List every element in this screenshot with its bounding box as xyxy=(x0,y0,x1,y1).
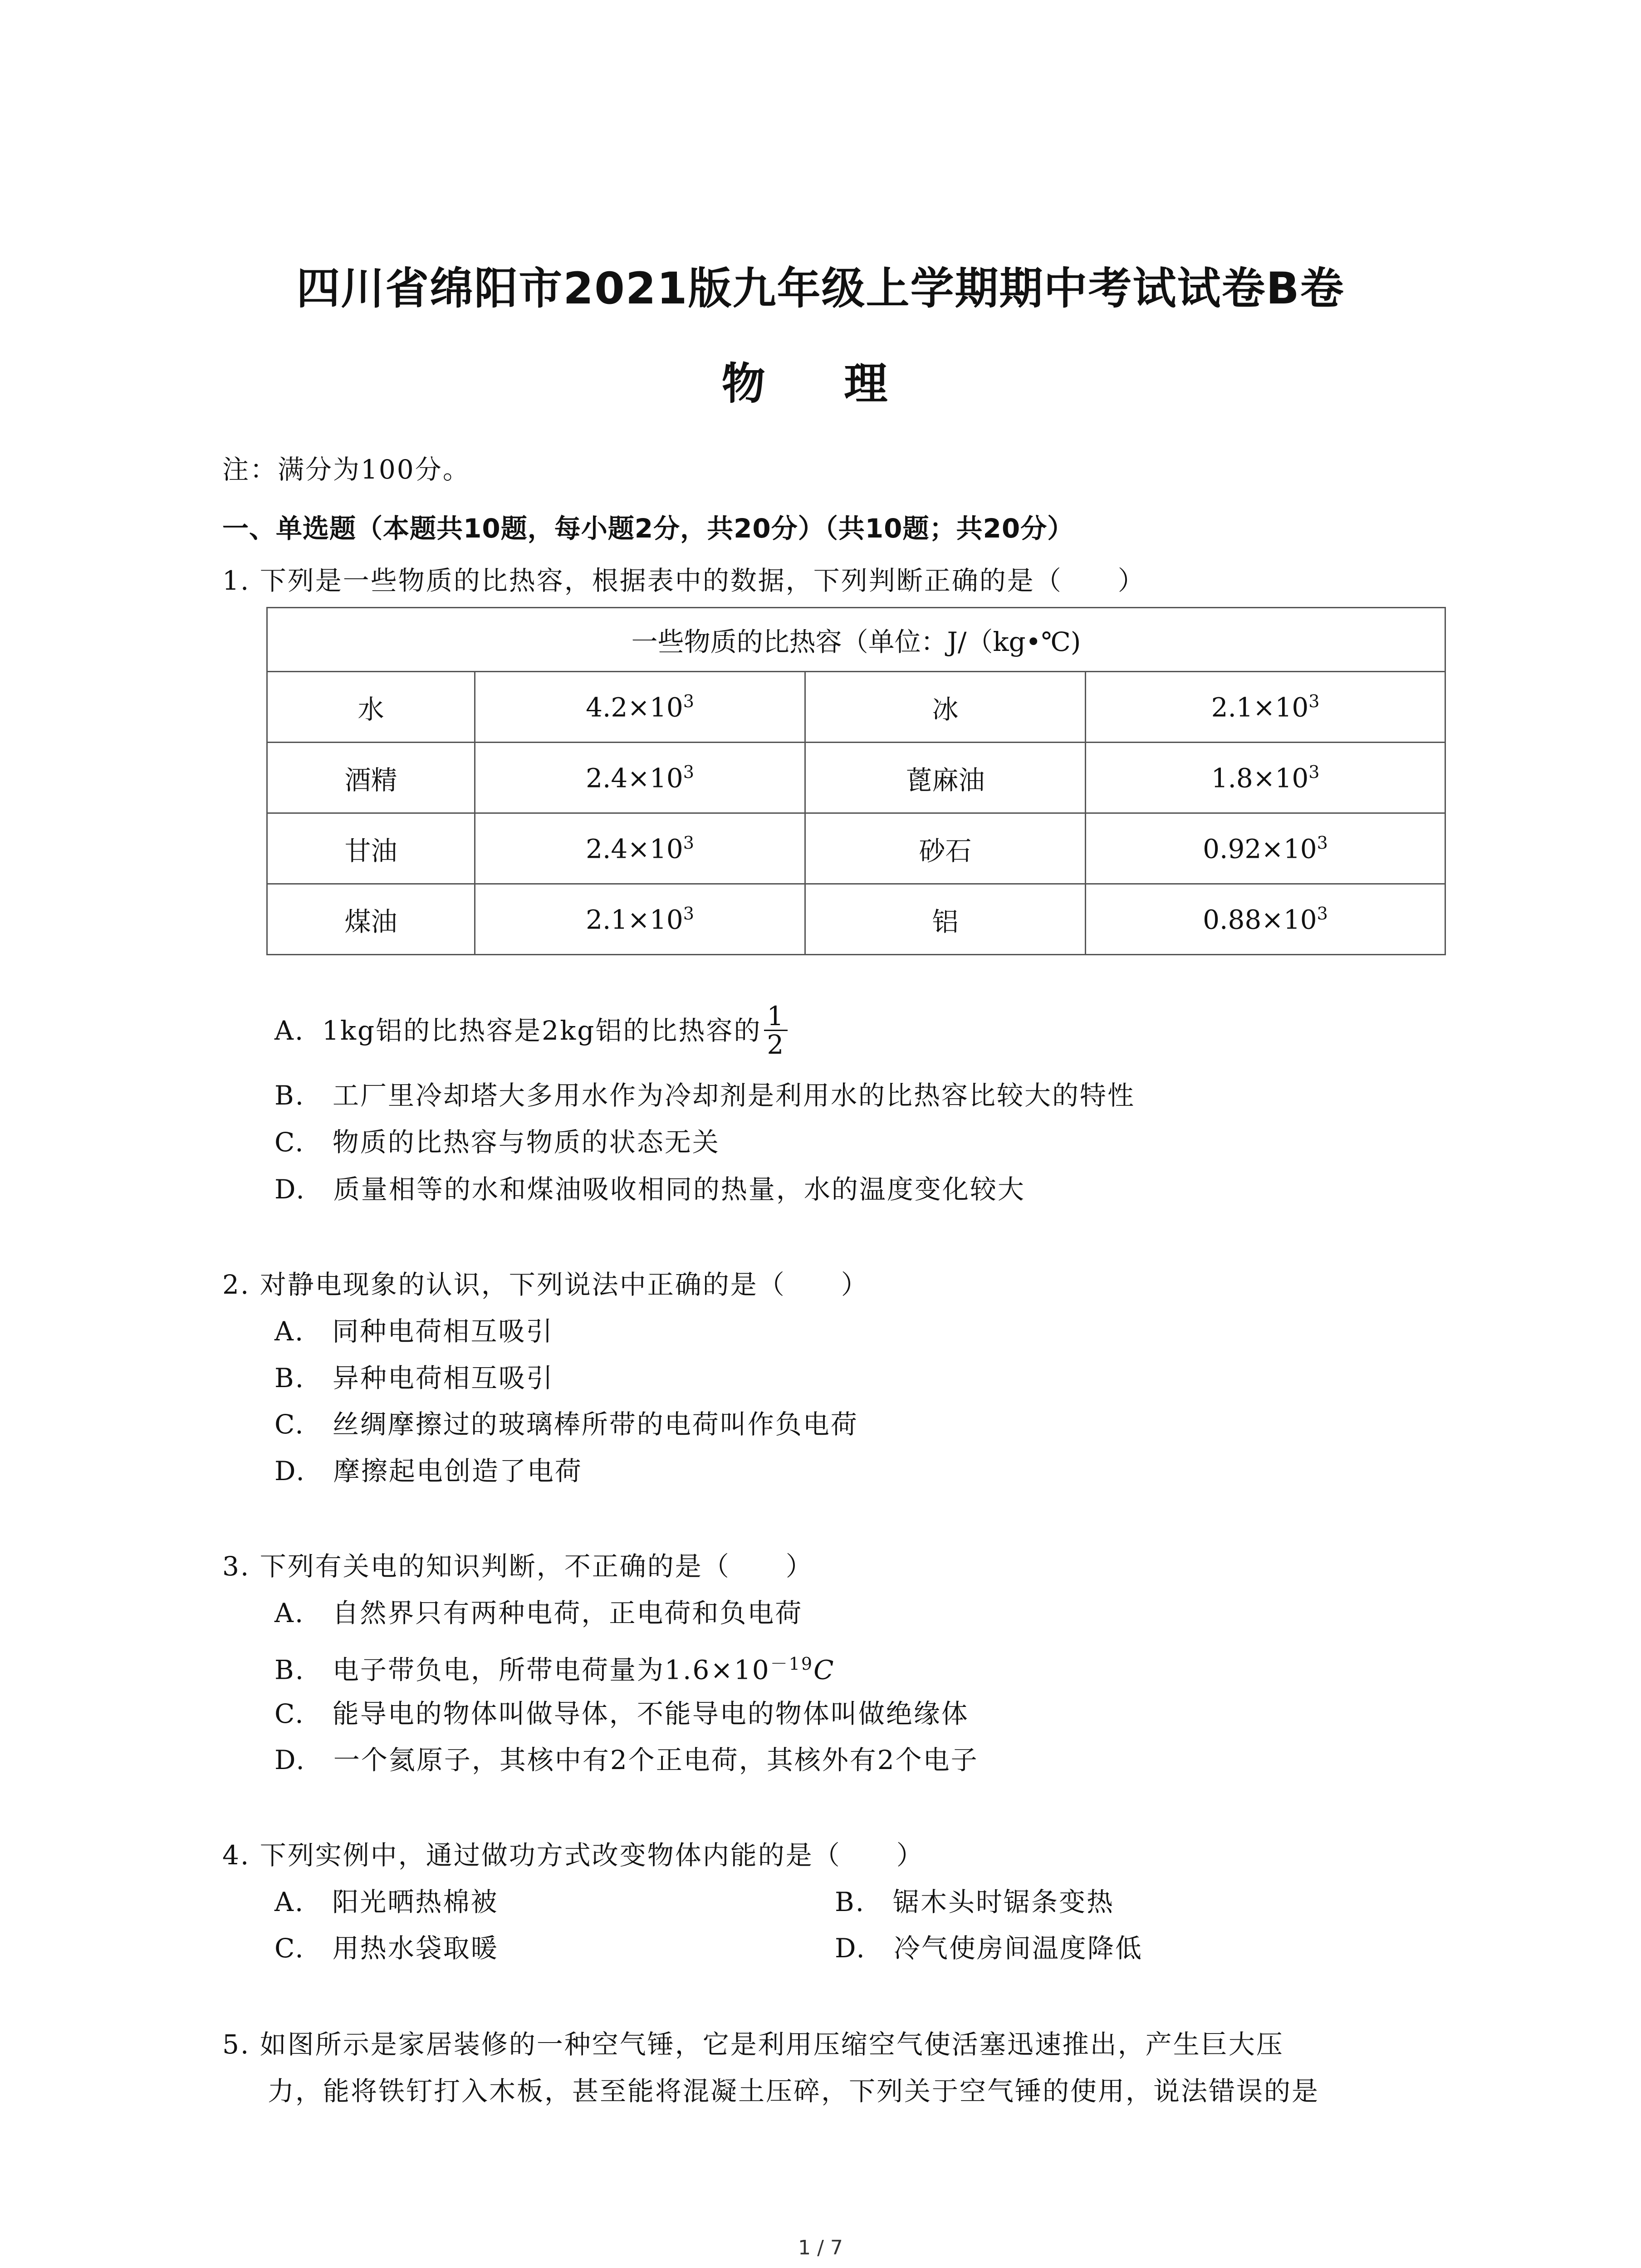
question-4-option-c: C. 用热水袋取暖 xyxy=(274,1933,499,1964)
specific-heat-table xyxy=(266,607,1446,955)
table-caption-text: 一些物质的比热容（单位：J/（kg•℃) xyxy=(631,626,1081,657)
table-cell-value xyxy=(475,813,805,884)
table-cell-substance: 水 xyxy=(267,672,475,743)
unit: C xyxy=(813,1654,835,1686)
table-cell-substance: 酒精 xyxy=(267,743,475,813)
value-exp: 3 xyxy=(683,691,694,711)
value-exp: 3 xyxy=(1317,903,1328,924)
question-3-stem: 3. 下列有关电的知识判断，不正确的是（ ） xyxy=(222,1551,813,1582)
question-4-option-d: D. 冷气使房间温度降低 xyxy=(835,1933,1143,1964)
value-text: 2.1×10 xyxy=(1211,692,1309,723)
value-text: 2.1×10 xyxy=(586,904,683,935)
table-cell-substance: 铝 xyxy=(805,884,1086,955)
question-3-option-b xyxy=(274,1648,835,1686)
value-text: 2.4×10 xyxy=(586,763,683,794)
question-3-option-c: C. 能导电的物体叫做导体，不能导电的物体叫做绝缘体 xyxy=(274,1698,969,1729)
question-2-option-d: D. 摩擦起电创造了电荷 xyxy=(274,1456,583,1486)
question-3-option-d: D. 一个氦原子，其核中有2个正电荷，其核外有2个电子 xyxy=(274,1745,979,1775)
table-cell-value xyxy=(1086,813,1445,884)
question-5-line-1: 5. 如图所示是家居装修的一种空气锤，它是利用压缩空气使活塞迅速推出，产生巨大压 xyxy=(222,2029,1284,2060)
question-1-option-c: C. 物质的比热容与物质的状态无关 xyxy=(274,1127,720,1158)
table-caption xyxy=(267,608,1445,672)
table-row xyxy=(267,884,1445,955)
option-text: 1kg铝的比热容是2kg铝的比热容的 xyxy=(322,1015,762,1046)
option-label: A. xyxy=(274,1015,305,1046)
table-cell-value xyxy=(1086,672,1445,743)
question-2-option-c: C. 丝绸摩擦过的玻璃棒所带的电荷叫作负电荷 xyxy=(274,1409,858,1440)
table-cell-value xyxy=(475,884,805,955)
exponent: －19 xyxy=(770,1654,814,1674)
question-1-option-d: D. 质量相等的水和煤油吸收相同的热量，水的温度变化较大 xyxy=(274,1174,1025,1205)
table-cell-substance: 煤油 xyxy=(267,884,475,955)
question-1-option-a xyxy=(274,1002,788,1058)
table-cell-substance: 甘油 xyxy=(267,813,475,884)
question-2-stem: 2. 对静电现象的认识，下列说法中正确的是（ ） xyxy=(222,1269,869,1300)
table-cell-value xyxy=(1086,884,1445,955)
value-text: 4.2×10 xyxy=(586,692,683,723)
question-4-option-b: B. 锯木头时锯条变热 xyxy=(835,1887,1115,1917)
value-exp: 3 xyxy=(1317,832,1328,853)
question-1-stem: 1. 下列是一些物质的比热容，根据表中的数据，下列判断正确的是（ ） xyxy=(222,565,1146,596)
section-heading: 一、单选题（本题共10题，每小题2分，共20分）（共10题；共20分） xyxy=(222,513,1074,544)
question-2-option-a: A. 同种电荷相互吸引 xyxy=(274,1316,554,1347)
table-cell-value xyxy=(475,672,805,743)
value-exp: 3 xyxy=(683,832,694,853)
question-1-option-b: B. 工厂里冷却塔大多用水作为冷却剂是利用水的比热容比较大的特性 xyxy=(274,1080,1136,1111)
subject-title: 物 理 xyxy=(721,358,920,409)
value-exp: 3 xyxy=(683,762,694,782)
value-exp: 3 xyxy=(1308,762,1320,782)
value-text: 0.92×10 xyxy=(1203,833,1317,865)
table-row xyxy=(267,813,1445,884)
document-title: 四川省绵阳市2021版九年级上学期期中考试试卷B卷 xyxy=(296,263,1345,314)
value-text: 1.8×10 xyxy=(1211,763,1309,794)
option-text: B. 电子带负电，所带电荷量为1.6×10 xyxy=(274,1654,770,1686)
fraction-numerator: 1 xyxy=(764,1002,788,1031)
value-text: 0.88×10 xyxy=(1203,904,1317,935)
value-text: 2.4×10 xyxy=(586,833,683,865)
page-number: 1 / 7 xyxy=(798,2236,843,2259)
value-exp: 3 xyxy=(683,903,694,924)
question-2-option-b: B. 异种电荷相互吸引 xyxy=(274,1363,554,1393)
question-3-option-a: A. 自然界只有两种电荷，正电荷和负电荷 xyxy=(274,1598,803,1628)
table-cell-substance: 冰 xyxy=(805,672,1086,743)
score-note: 注：满分为100分。 xyxy=(222,454,470,485)
question-4-option-a: A. 阳光晒热棉被 xyxy=(274,1887,499,1917)
fraction-one-half xyxy=(764,1002,788,1058)
fraction-denominator: 2 xyxy=(767,1029,785,1060)
table-row xyxy=(267,672,1445,743)
table-cell-value xyxy=(475,743,805,813)
table-row xyxy=(267,743,1445,813)
value-exp: 3 xyxy=(1308,691,1320,711)
table-cell-substance: 砂石 xyxy=(805,813,1086,884)
question-5-line-2: 力，能将铁钉打入木板，甚至能将混凝土压碎，下列关于空气锤的使用，说法错误的是 xyxy=(268,2076,1320,2107)
table-cell-substance: 蓖麻油 xyxy=(805,743,1086,813)
question-4-stem: 4. 下列实例中，通过做功方式改变物体内能的是（ ） xyxy=(222,1840,924,1871)
table-cell-value xyxy=(1086,743,1445,813)
